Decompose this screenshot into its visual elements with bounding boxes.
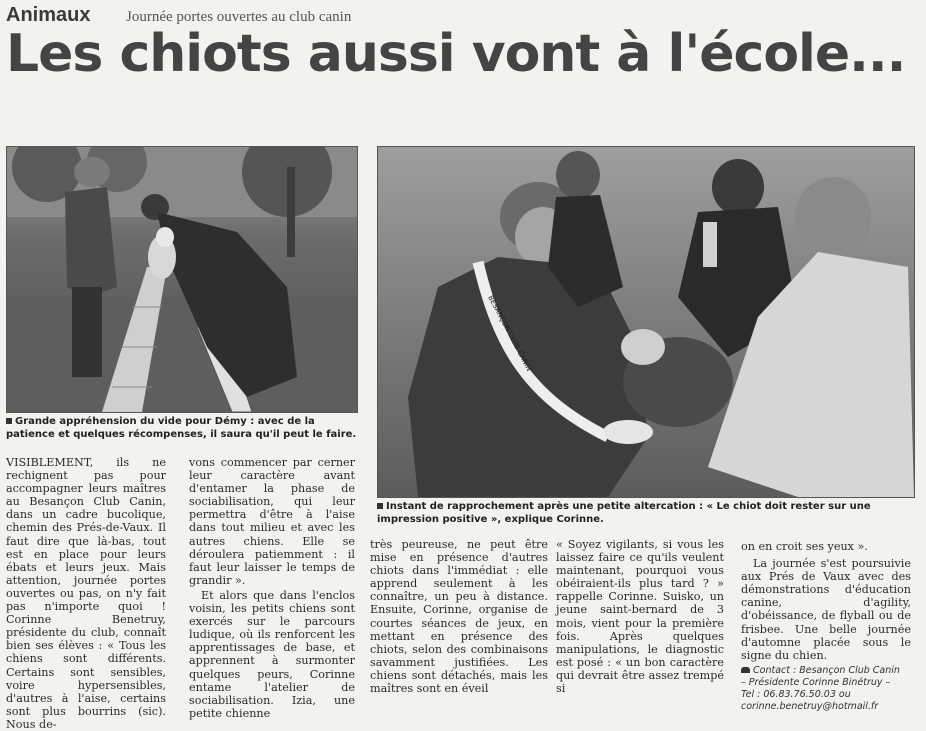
contact-line: – Présidente Corinne Binétruy – xyxy=(741,676,891,688)
photo1-caption xyxy=(6,415,358,441)
contact-email: corinne.benetruy@hotmail.fr xyxy=(741,700,879,712)
article-column-5 xyxy=(741,540,911,713)
caption-bullet-icon xyxy=(6,418,12,424)
article-paragraph: vons commencer par cerner leur caractère avant d'entamer la phase de sociabilisation, qui leur permettra d'être à l'aise dans tout milieu et avec les autres chiens. Elle se déroulera patiemment : il faut leur laisser le temps de grandir ». xyxy=(189,456,355,587)
photo-socialisation-image xyxy=(378,147,914,497)
article-column-3: très peureuse, ne peut être mise en présence d'autres chiots dans l'immédiat : elle apprend seulement à les connaître, un peu à distance. Ensuite, Corinne, organise de courtes séances de jeux, en mettant en présence des chiots, selon des combinaisons savamment justifiées. Les chiens sont détachés, mais les maîtres sont en éveil xyxy=(370,538,548,696)
contact-line: Contact : Besançon Club Canin xyxy=(753,664,900,676)
photo2-caption-text: Instant de rapprochement après une petite altercation : « Le chiot doit rester sur une impression positive », explique Corinne. xyxy=(377,501,871,525)
photo-socialisation xyxy=(377,146,915,498)
photo-dog-agility-image xyxy=(7,147,357,412)
contact-phone: Tel : 06.83.76.50.03 ou xyxy=(741,688,851,700)
article-column-1 xyxy=(6,456,166,731)
lead-word: VISIBLEMENT, xyxy=(6,456,94,469)
article-text: ils ne rechignent pas pour accompagner leurs maîtres au Besançon Club Canin, dans un cadre bucolique, chemin des Prés-de-Vaux. Il faut dire que là-bas, tout est en place pour leurs ébats et leurs jeux. Mais attention, journée portes ouvertes ou pas, on n'y fait pas n'importe quoi ! Corinne Benetruy, présidente du club, connaît bien ses élèves : « Tous les chiens sont différents. Certains sont sensibles, voire hypersensibles, d'autres à l'aise, certains sont plus bourrins (sic). Nous de- xyxy=(6,456,166,731)
section-rubric: Animaux xyxy=(6,4,91,26)
article-paragraph: on en croit ses yeux ». xyxy=(741,540,868,553)
article-column-4: « Soyez vigilants, si vous les laissez faire ce qu'ils veulent maintenant, pourquoi vous obéiraient-ils plus tard ? » rappelle Corinne. Suisko, un jeune saint-bernard de 3 mois, vient pour la première fois. Après quelques manipulations, le diagnostic est posé : « un bon caractère qui devrait être assez trempé si xyxy=(556,538,724,696)
lanyard-text: BESANÇON CLUB CANIN xyxy=(486,294,533,373)
photo2-caption xyxy=(377,500,917,526)
kicker: Journée portes ouvertes au club canin xyxy=(126,9,352,25)
contact-block xyxy=(741,665,911,713)
article-column-2 xyxy=(189,456,355,720)
telephone-icon xyxy=(741,667,750,673)
article-paragraph: Et alors que dans l'enclos voisin, les petits chiens sont exercés sur le parcours ludique, où ils renforcent les apprentissages de base, et apprennent à surmonter quelques peurs, Corinne entame l'atelier de sociabilisation. Izia, une petite chienne xyxy=(189,588,355,720)
photo-dog-agility xyxy=(6,146,358,413)
headline: Les chiots aussi vont à l'école... xyxy=(6,24,906,84)
caption-bullet-icon xyxy=(377,503,383,509)
photo1-caption-text: Grande appréhension du vide pour Démy : avec de la patience et quelques récompenses, il saura qu'il peut le faire. xyxy=(6,416,357,440)
article-paragraph: La journée s'est poursuivie aux Prés de Vaux avec des démonstrations d'éducation canine, d'agility, d'obéissance, de flyball ou de frisbee. Une belle journée d'automne placée sous le signe du chien. xyxy=(741,557,911,662)
